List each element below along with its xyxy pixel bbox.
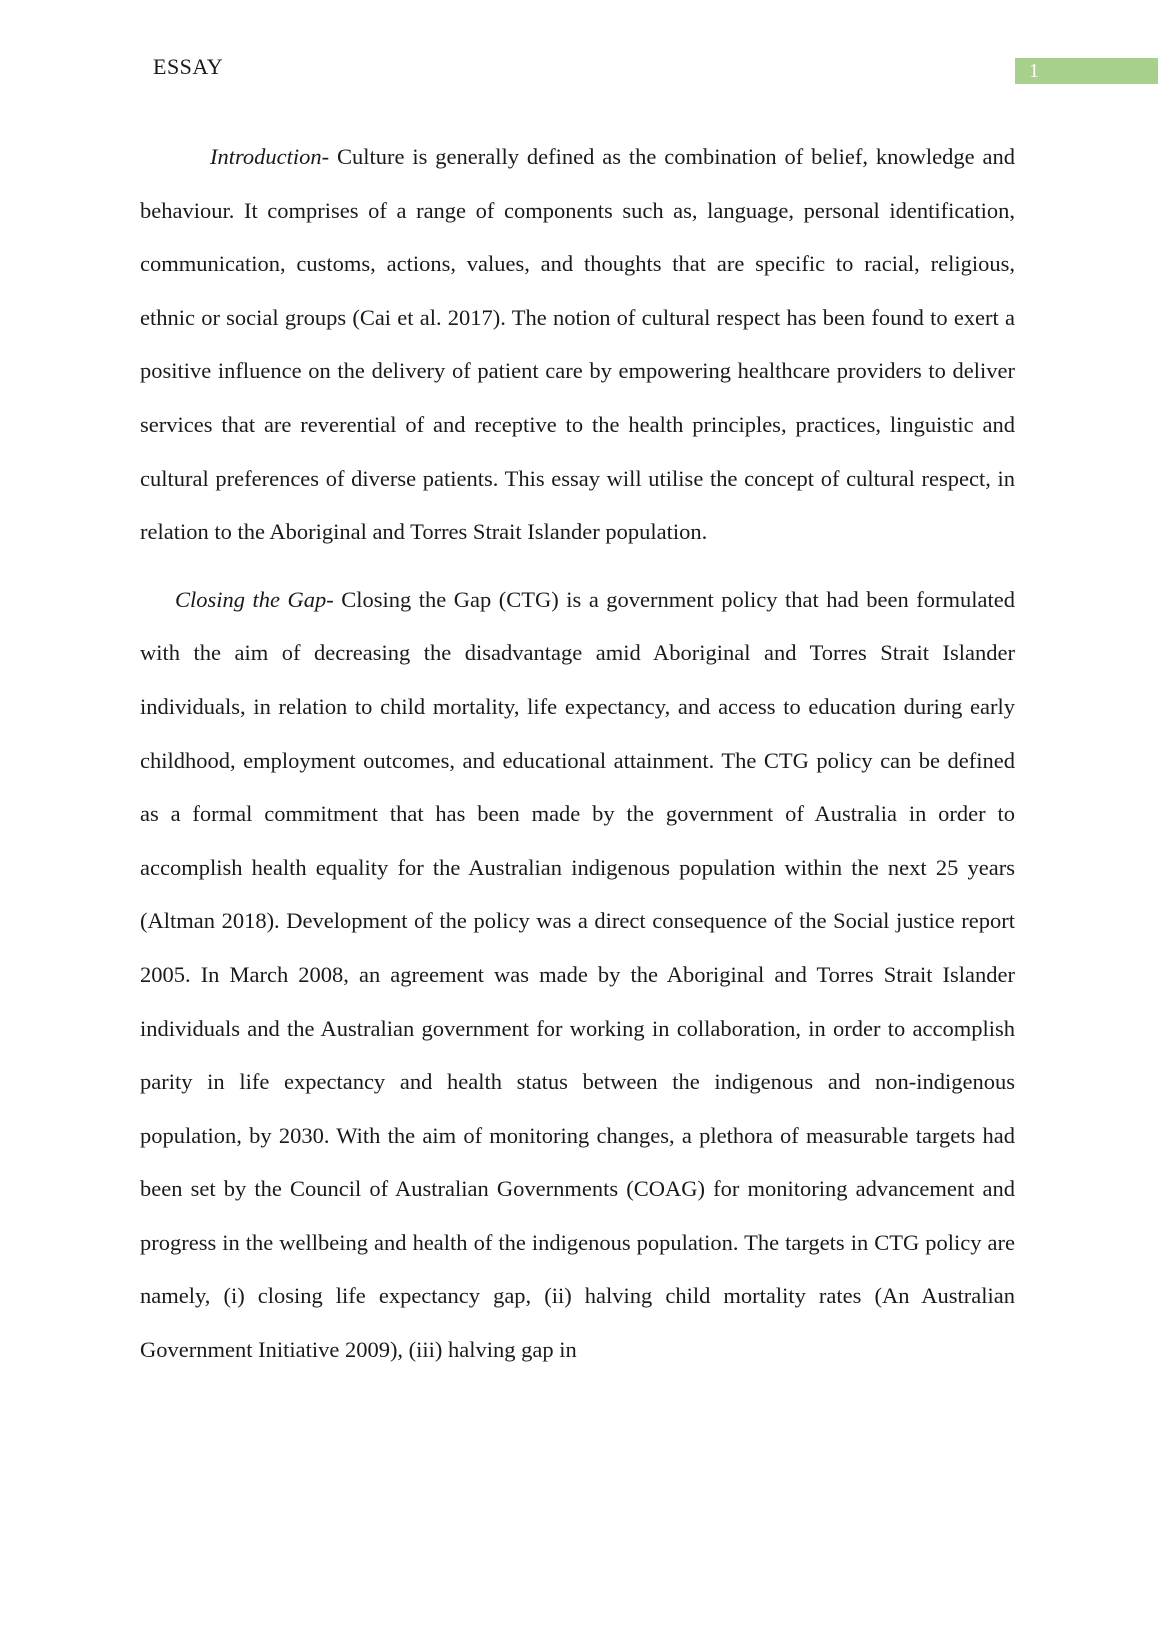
document-body [140, 130, 1015, 1377]
paragraph-body: - Culture is generally defined as the combination of belief, knowledge and behaviour. It comprises of a range of components such as, language, personal identification, communication, customs, actions, values, and thoughts that are specific to racial, religious, ethnic or social groups (Cai et al. 2017). The notion of cultural respect has been found to exert a positive influence on the delivery of patient care by empowering healthcare providers to deliver services that are reverential of and receptive to the health principles, practices, linguistic and cultural preferences of diverse patients. This essay will utilise the concept of cultural respect, in relation to the Aboriginal and Torres Strait Islander population. [140, 144, 1015, 545]
paragraph-introduction [140, 130, 1015, 559]
paragraph-body: - Closing the Gap (CTG) is a government policy that had been formulated with the aim of decreasing the disadvantage amid Aboriginal and Torres Strait Islander individuals, in relation to child mortality, life expectancy, and access to education during early childhood, employment outcomes, and educational attainment. The CTG policy can be defined as a formal commitment that has been made by the government of Australia in order to accomplish health equality for the Australian indigenous population within the next 25 years (Altman 2018). Development of the policy was a direct consequence of the Social justice report 2005. In March 2008, an agreement was made by the Aboriginal and Torres Strait Islander individuals and the Australian government for working in collaboration, in order to accomplish parity in life expectancy and health status between the indigenous and non-indigenous population, by 2030. With the aim of monitoring changes, a plethora of measurable targets had been set by the Council of Australian Governments (COAG) for monitoring advancement and progress in the wellbeing and health of the indigenous population. The targets in CTG policy are namely, (i) closing life expectancy gap, (ii) halving child mortality rates (An Australian Government Initiative 2009), (iii) halving gap in [140, 586, 1015, 1363]
paragraph-closing-the-gap [140, 573, 1015, 1377]
page-number-badge: 1 [1015, 58, 1158, 84]
paragraph-heading: Introduction [210, 144, 322, 169]
document-header-title: ESSAY [153, 54, 224, 79]
paragraph-heading: Closing the Gap [175, 586, 327, 612]
